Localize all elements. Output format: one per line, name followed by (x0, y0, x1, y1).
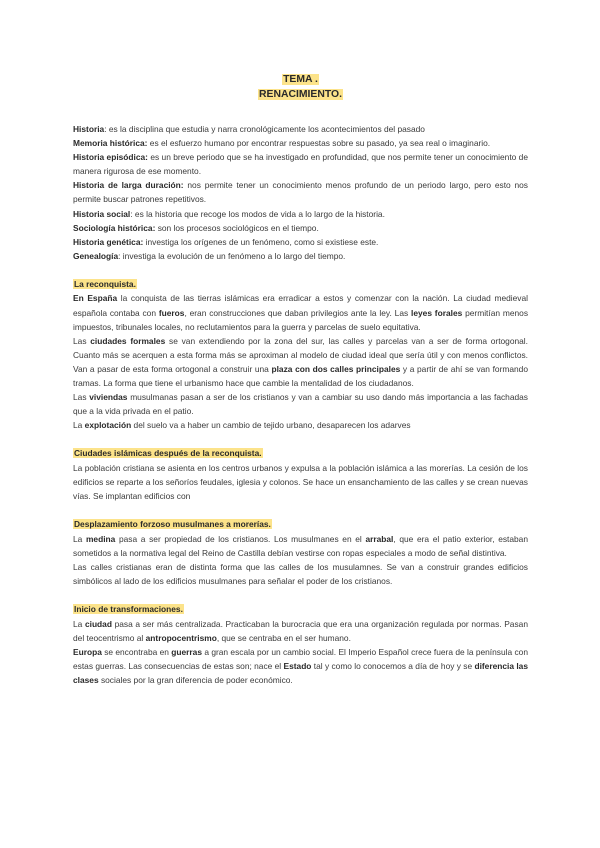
desplazamiento-paragraph-2: Las calles cristianas eran de distinta forma que las calles de los musulamnes. Se van a construir grandes edificios simbólicos al lado de los edificios musulmanes para señalar el poder de los cristianos. (73, 561, 528, 586)
definition-episodica: Historia episódica: es un breve periodo que se ha investigado en profundidad, que nos permite tener un conocimiento de manera rigurosa de ese momento. (73, 152, 528, 177)
definition-sociologia: Sociología histórica: son los procesos sociológicos en el tiempo. (73, 222, 319, 233)
title-line-2: RENACIMIENTO. (259, 89, 342, 100)
definition-genetica: Historia genética: investiga los orígenes de un fenómeno, como si existiese este. (73, 236, 379, 247)
transformaciones-paragraph-1: La ciudad pasa a ser más centralizada. Practicaban la burocracia que era una organización regulada por normas. Pasan del teocentrismo al antropocentrismo, que se centraba en el ser humano. (73, 618, 528, 643)
section-heading-reconquista: La reconquista. (74, 278, 136, 289)
definition-memoria: Memoria histórica: es el esfuerzo humano por encontrar respuestas sobre su pasado, ya sea real o imaginario. (73, 138, 491, 149)
section-heading-desplazamiento: Desplazamiento forzoso musulmanes a morerías. (74, 519, 271, 530)
reconquista-paragraph-3: Las viviendas musulmanas pasan a ser de los cristianos y van a cambiar su uso dando más importancia a las fachadas que a la vida privada en el patio. (73, 392, 528, 417)
reconquista-paragraph-1: En España la conquista de las tierras islámicas era erradicar a estos y comenzar con la nación. La ciudad medieval española contaba con fueros, eran construcciones que daban privilegios ante la ley. Las leyes forales permitían menos impuestos, tribunales locales, no reclutamientos para la guerra y parcelas de suelo equitativa. (73, 293, 529, 332)
desplazamiento-paragraph-1: La medina pasa a ser propiedad de los cristianos. Los musulmanes en el arrabal, que era el patio exterior, estaban sometidos a la normativa legal del Reino de Castilla debían vestirse con ropas especiales a modo de señal distintiva. (73, 533, 528, 558)
section-heading-transformaciones: Inicio de transformaciones. (74, 604, 183, 615)
transformaciones-paragraph-2: Europa se encontraba en guerras a gran escala por un cambio social. El Imperio Español crece fuera de la península con estas guerras. Las consecuencias de estas son; nace el Estado tal y como lo conocemos a día de hoy y se diferencia las clases sociales por la gran diferencia de poder económico. (73, 646, 528, 685)
definition-larga-duracion: Historia de larga duración: nos permite tener un conocimiento menos profundo de un periodo largo, pero esto nos permite buscar patrones repetitivos. (73, 180, 528, 205)
definition-genealogia: Genealogía: investiga la evolución de un fenómeno a lo largo del tiempo. (73, 250, 346, 261)
section-heading-ciudades-islamicas: Ciudades islámicas después de la reconquista. (74, 448, 262, 459)
definition-social: Historia social: es la historia que recoge los modos de vida a lo largo de la historia. (73, 208, 385, 219)
title-block (73, 72, 528, 102)
reconquista-paragraph-4: La explotación del suelo va a haber un cambio de tejido urbano, desaparecen los adarves (73, 420, 411, 431)
title-line-1: TEMA . (283, 74, 318, 85)
ciudades-islamicas-paragraph-1: La población cristiana se asienta en los centros urbanos y expulsa a la población islámica a las morerías. La cesión de los edificios se reparte a los señoríos feudales, iglesia y colonos. Se hace un ensanchamiento de las calles y se crean nuevas vías. Se implantan edificios con (73, 462, 528, 502)
reconquista-paragraph-2: Las ciudades formales se van extendiendo por la zona del sur, las calles y parcelas van a ser de forma ortogonal. Cuanto más se acerquen a esta forma más se aproximan al modelo de ciudad ideal que sería útil y con menos conflictos. Van a pasar de esta forma ortogonal a construir una plaza con dos calles principales y a partir de ahí se van formando tramas. La forma que tiene el urbanismo hace que cambie la mentalidad de los ciudadanos. (73, 335, 528, 388)
definitions-list (73, 122, 528, 263)
definition-historia: Historia: es la disciplina que estudia y narra cronológicamente los acontecimientos del pasado (73, 124, 425, 134)
